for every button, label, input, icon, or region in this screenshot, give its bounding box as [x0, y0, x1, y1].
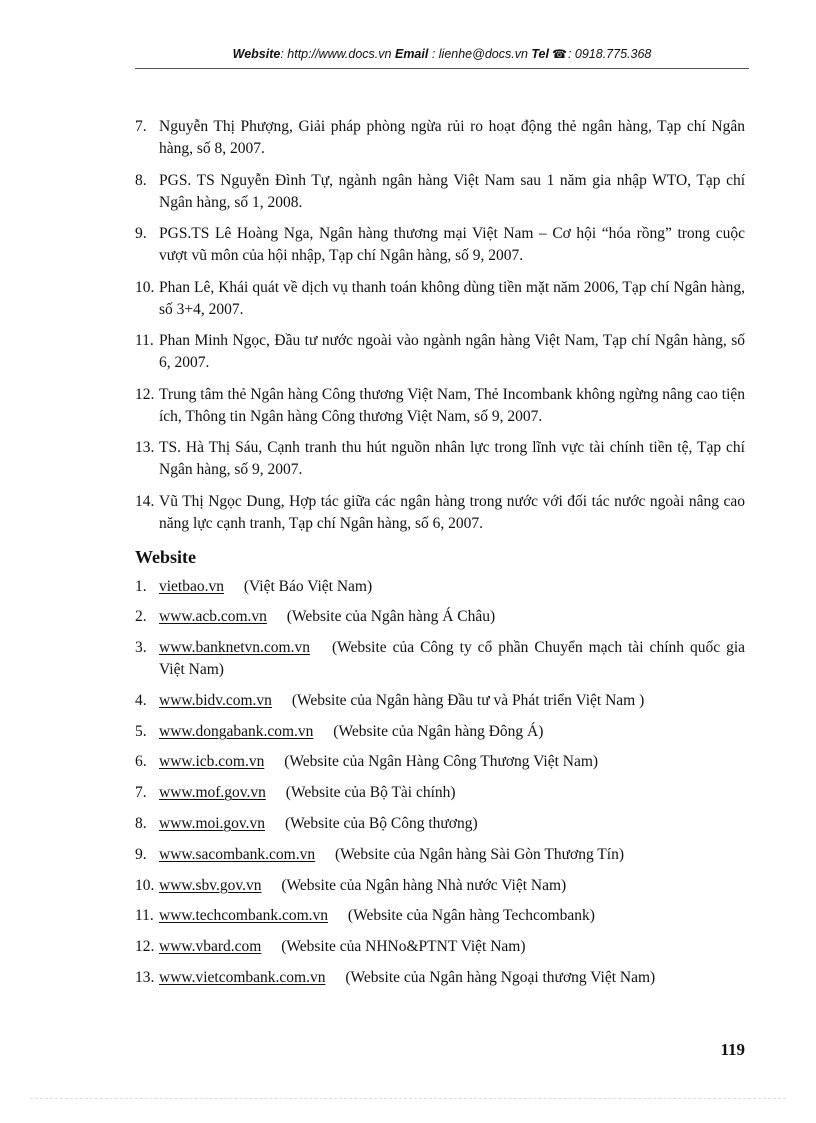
- website-entry: [159, 637, 745, 681]
- header-website-value: : http://www.docs.vn: [280, 47, 392, 61]
- website-number: 5.: [135, 722, 147, 740]
- page-header: [135, 45, 749, 69]
- reference-list: [135, 116, 745, 535]
- website-number: 12.: [135, 938, 155, 956]
- website-entry: [159, 813, 745, 835]
- reference-item: [135, 223, 745, 267]
- website-item: [135, 844, 745, 866]
- reference-number: 12.: [135, 385, 155, 403]
- website-link[interactable]: vietbao.vn: [159, 577, 224, 595]
- website-link[interactable]: www.icb.com.vn: [159, 753, 265, 771]
- website-number: 1.: [135, 577, 147, 595]
- website-description: (Website của Ngân hàng Á Châu): [286, 608, 496, 626]
- reference-text: Nguyễn Thị Phượng, Giải pháp phòng ngừa rủi ro hoạt động thẻ ngân hàng, Tạp chí Ngân hàng, số 8, 2007.: [159, 118, 745, 157]
- website-description: (Website của Ngân hàng Đầu tư và Phát triển Việt Nam ): [291, 691, 645, 709]
- reference-text: PGS. TS Nguyễn Đình Tự, ngành ngân hàng Việt Nam sau 1 năm gia nhập WTO, Tạp chí Ngân hàng, số 1, 2008.: [159, 171, 745, 211]
- website-entry: [159, 875, 745, 897]
- website-entry: [159, 936, 745, 958]
- header-email-label: Email: [394, 47, 429, 61]
- website-link[interactable]: www.moi.gov.vn: [159, 815, 266, 833]
- website-link[interactable]: www.banknetvn.com.vn: [159, 639, 310, 657]
- website-number: 8.: [135, 815, 147, 833]
- website-description: (Website của Ngân hàng Techcombank): [347, 907, 595, 925]
- website-description: (Website của NHNo&PTNT Việt Nam): [281, 938, 526, 956]
- header-contact: [233, 45, 652, 61]
- website-description: (Website của Bộ Tài chính): [285, 784, 456, 802]
- website-description: (Website của Ngân Hàng Công Thương Việt Nam): [284, 753, 599, 771]
- website-number: 3.: [135, 639, 147, 657]
- website-number: 11.: [135, 907, 154, 925]
- reference-number: 11.: [135, 332, 154, 349]
- header-tel-label: Tel: [531, 47, 549, 61]
- website-link[interactable]: www.sbv.gov.vn: [159, 876, 262, 894]
- reference-text: Phan Minh Ngọc, Đầu tư nước ngoài vào ngành ngân hàng Việt Nam, Tạp chí Ngân hàng, số 6, 2007.: [159, 332, 745, 371]
- document-body: [135, 116, 745, 998]
- website-number: 4.: [135, 691, 147, 709]
- website-item: [135, 936, 745, 958]
- page-number: 119: [720, 1040, 745, 1059]
- website-item: [135, 813, 745, 835]
- website-entry: [159, 690, 745, 712]
- reference-text: Trung tâm thẻ Ngân hàng Công thương Việt Nam, Thẻ Incombank không ngừng nâng cao tiện ích, Thông tin Ngân hàng Công thương Việt Nam, số 9, 2007.: [159, 385, 745, 425]
- website-entry: [159, 721, 745, 743]
- website-number: 13.: [135, 969, 155, 987]
- reference-item: [135, 491, 745, 535]
- website-item: [135, 905, 745, 927]
- website-number: 10.: [135, 876, 155, 894]
- website-number: 7.: [135, 784, 147, 802]
- website-item: [135, 875, 745, 897]
- website-number: 6.: [135, 753, 147, 771]
- website-link[interactable]: www.acb.com.vn: [159, 608, 267, 626]
- website-item: [135, 782, 745, 804]
- reference-number: 14.: [135, 492, 155, 510]
- reference-item: [135, 277, 745, 321]
- website-link[interactable]: www.sacombank.com.vn: [159, 845, 316, 863]
- reference-item: [135, 170, 745, 214]
- website-entry: [159, 576, 745, 598]
- website-description: (Website của Ngân hàng Ngoại thương Việt Nam): [345, 969, 656, 987]
- website-number: 2.: [135, 608, 147, 626]
- reference-number: 10.: [135, 278, 155, 296]
- website-section-title: Website: [135, 546, 196, 567]
- bottom-divider: [30, 1098, 786, 1099]
- website-description: (Website của Công ty cổ phần Chuyển mạch tài chính quốc gia Việt Nam): [159, 639, 746, 679]
- website-entry: [159, 751, 745, 773]
- reference-item: [135, 330, 745, 374]
- reference-item: [135, 437, 745, 481]
- reference-number: 9.: [135, 225, 147, 242]
- reference-number: 8.: [135, 171, 147, 189]
- website-link[interactable]: www.mof.gov.vn: [159, 784, 266, 802]
- reference-item: [135, 116, 745, 160]
- phone-icon: ☎: [552, 47, 567, 61]
- website-description: (Website của Ngân hàng Đông Á): [333, 722, 544, 740]
- website-link[interactable]: www.vbard.com: [159, 938, 262, 956]
- website-list: [135, 576, 745, 990]
- header-tel-value: : 0918.775.368: [567, 47, 652, 61]
- website-entry: [159, 905, 745, 927]
- reference-item: [135, 384, 745, 428]
- website-item: [135, 606, 745, 628]
- website-link[interactable]: www.dongabank.com.vn: [159, 722, 314, 740]
- reference-number: 13.: [135, 439, 155, 456]
- website-description: (Website của Ngân hàng Nhà nước Việt Nam): [281, 876, 567, 894]
- website-item: [135, 690, 745, 712]
- website-item: [135, 576, 745, 598]
- reference-number: 7.: [135, 118, 147, 135]
- header-website-label: Website: [232, 47, 281, 61]
- website-number: 9.: [135, 845, 147, 863]
- website-link[interactable]: www.bidv.com.vn: [159, 691, 272, 709]
- reference-text: Vũ Thị Ngọc Dung, Hợp tác giữa các ngân hàng trong nước với đối tác nước ngoài nâng cao năng lực cạnh tranh, Tạp chí Ngân hàng, số 6, 2007.: [159, 492, 745, 532]
- website-description: (Website của Ngân hàng Sài Gòn Thương Tín): [335, 845, 624, 863]
- website-description: (Website của Bộ Công thương): [284, 815, 478, 833]
- header-email-value: : lienhe@docs.vn: [428, 47, 528, 61]
- reference-text: PGS.TS Lê Hoàng Nga, Ngân hàng thương mại Việt Nam – Cơ hội “hóa rồng” trong cuộc vượt vũ môn của hội nhập, Tạp chí Ngân hàng, số 9, 2007.: [159, 225, 745, 264]
- website-item: [135, 721, 745, 743]
- website-link[interactable]: www.vietcombank.com.vn: [159, 969, 326, 987]
- website-description: (Việt Báo Việt Nam): [243, 577, 373, 595]
- website-entry: [159, 606, 745, 628]
- website-item: [135, 967, 745, 989]
- website-entry: [159, 844, 745, 866]
- website-entry: [159, 782, 745, 804]
- website-link[interactable]: www.techcombank.com.vn: [159, 907, 329, 925]
- website-item: [135, 637, 745, 681]
- reference-text: TS. Hà Thị Sáu, Cạnh tranh thu hút nguồn nhân lực trong lĩnh vực tài chính tiền tệ, Tạp chí Ngân hàng, số 9, 2007.: [159, 439, 745, 478]
- website-entry: [159, 967, 745, 989]
- reference-text: Phan Lê, Khái quát về dịch vụ thanh toán không dùng tiền mặt năm 2006, Tạp chí Ngân hàng, số 3+4, 2007.: [159, 278, 745, 318]
- website-item: [135, 751, 745, 773]
